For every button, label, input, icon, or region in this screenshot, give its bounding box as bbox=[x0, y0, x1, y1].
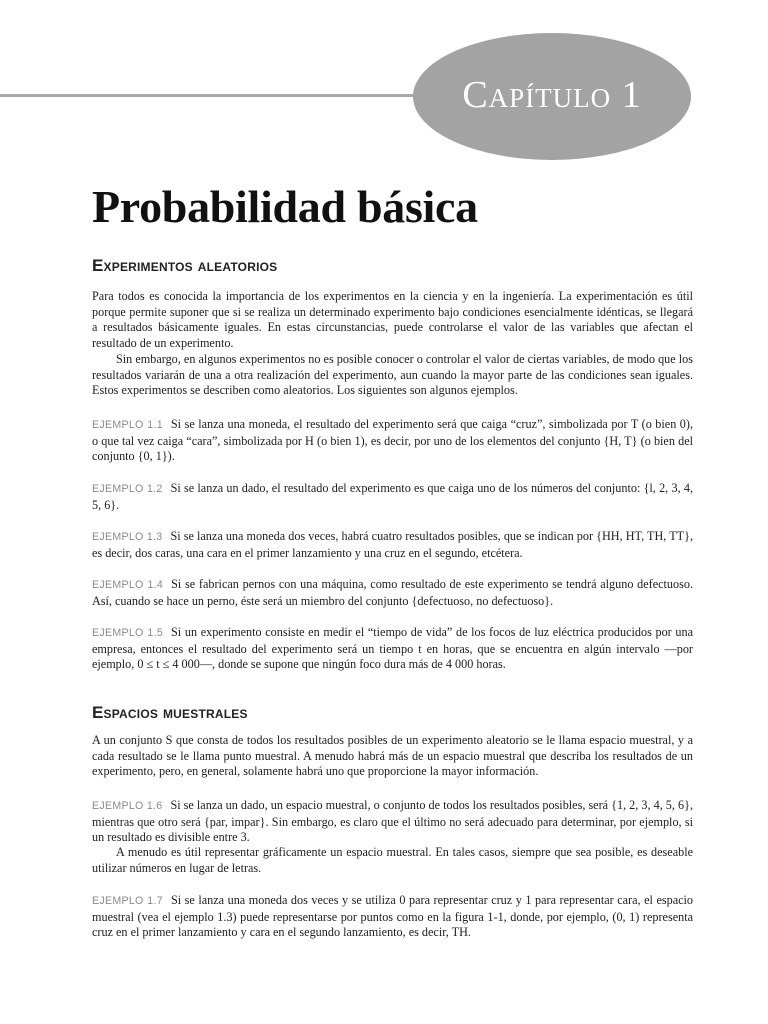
example-label: EJEMPLO 1.4 bbox=[92, 579, 164, 591]
example-text: Si un experimento consiste en medir el “tiempo de vida” de los focos de luz eléctrica producidos por una empresa, entonces el resultado del experimento será un tiempo t en horas, que se encuentra en algún intervalo —por ejemplo, 0 ≤ t ≤ 4 000—, donde se supone que ningún foco dura más de 4 000 horas. bbox=[92, 625, 693, 672]
section-heading-espacios: Espacios muestrales bbox=[92, 703, 248, 722]
example-1-1 bbox=[92, 417, 693, 465]
example-1-6 bbox=[92, 798, 693, 846]
paragraph: Para todos es conocida la importancia de los experimentos en la ciencia y en la ingeniería. La experimentación es útil porque permite suponer que si se realiza un determinado experimento bajo condiciones esencialmente idénticas, se llegará a resultados básicamente iguales. En estas circunstancias, puede controlarse el valor de las variables que afectan el resultado de un experimento. bbox=[92, 289, 693, 350]
example-label: EJEMPLO 1.1 bbox=[92, 419, 163, 431]
example-label: EJEMPLO 1.6 bbox=[92, 800, 163, 812]
chapter-label: Capítulo 1 bbox=[462, 73, 642, 116]
paragraph: A un conjunto S que consta de todos los resultados posibles de un experimento aleatorio se le llama espacio muestral, y a cada resultado se le llama punto muestral. A menudo habrá más de un espacio muestral que describa los resultados de un experimento, pero, en general, solamente habrá uno que proporcione la mayor información. bbox=[92, 733, 693, 779]
example-label: EJEMPLO 1.2 bbox=[92, 483, 163, 495]
header-rule bbox=[0, 94, 420, 97]
section-heading-experimentos: Experimentos aleatorios bbox=[92, 256, 278, 275]
example-label: EJEMPLO 1.7 bbox=[92, 895, 163, 907]
example-1-4 bbox=[92, 577, 693, 609]
example-label: EJEMPLO 1.5 bbox=[92, 627, 164, 639]
example-text: Si se lanza una moneda dos veces y se utiliza 0 para representar cruz y 1 para representar cara, el espacio muestral (vea el ejemplo 1.3) puede representarse por puntos como en la figura 1-1, donde, por ejemplo, (0, 1) representa cruz en el primer lanzamiento y cara en el segundo lanzamiento, es decir, TH. bbox=[92, 893, 694, 940]
paragraph: A menudo es útil representar gráficamente un espacio muestral. En tales casos, siempre que sea posible, es deseable utilizar números en lugar de letras. bbox=[92, 845, 693, 875]
example-text: Si se lanza una moneda, el resultado del experimento será que caiga “cruz”, simbolizada por T (o bien 0), o que tal vez caiga “cara”, simbolizada por H (o bien 1), es decir, por uno de los elementos del conjunto {H, T} (o bien del conjunto {0, 1}). bbox=[92, 417, 694, 464]
example-1-3 bbox=[92, 529, 693, 561]
page-title: Probabilidad básica bbox=[92, 181, 478, 232]
example-text: Si se lanza una moneda dos veces, habrá cuatro resultados posibles, que se indican por {HH, HT, TH, TT}, es decir, dos caras, una cara en el primer lanzamiento y una cruz en el segundo, etcétera. bbox=[92, 529, 693, 560]
example-1-2 bbox=[92, 481, 693, 513]
example-text: Si se lanza un dado, el resultado del experimento es que caiga uno de los números del conjunto: {l, 2, 3, 4, 5, 6}. bbox=[92, 481, 693, 512]
example-1-5 bbox=[92, 625, 693, 673]
example-1-7 bbox=[92, 893, 693, 941]
paragraph: Sin embargo, en algunos experimentos no es posible conocer o controlar el valor de ciertas variables, de modo que los resultados variarán de una a otra realización del experimento, aun cuando la mayor parte de las condiciones sean iguales. Estos experimentos se describen como aleatorios. Los siguientes son algunos ejemplos. bbox=[92, 352, 693, 398]
example-text: Si se lanza un dado, un espacio muestral, o conjunto de todos los resultados posibles, será {1, 2, 3, 4, 5, 6}, mientras que otro será {par, impar}. Sin embargo, es claro que el último no será adecuado para determinar, por ejemplo, si un resultado es divisible entre 3. bbox=[92, 798, 694, 845]
example-text: Si se fabrican pernos con una máquina, como resultado de este experimento se tendrá alguno defectuoso. Así, cuando se hace un perno, éste será un miembro del conjunto {defectuoso, no defectuoso}. bbox=[92, 577, 693, 608]
example-label: EJEMPLO 1.3 bbox=[92, 531, 163, 543]
